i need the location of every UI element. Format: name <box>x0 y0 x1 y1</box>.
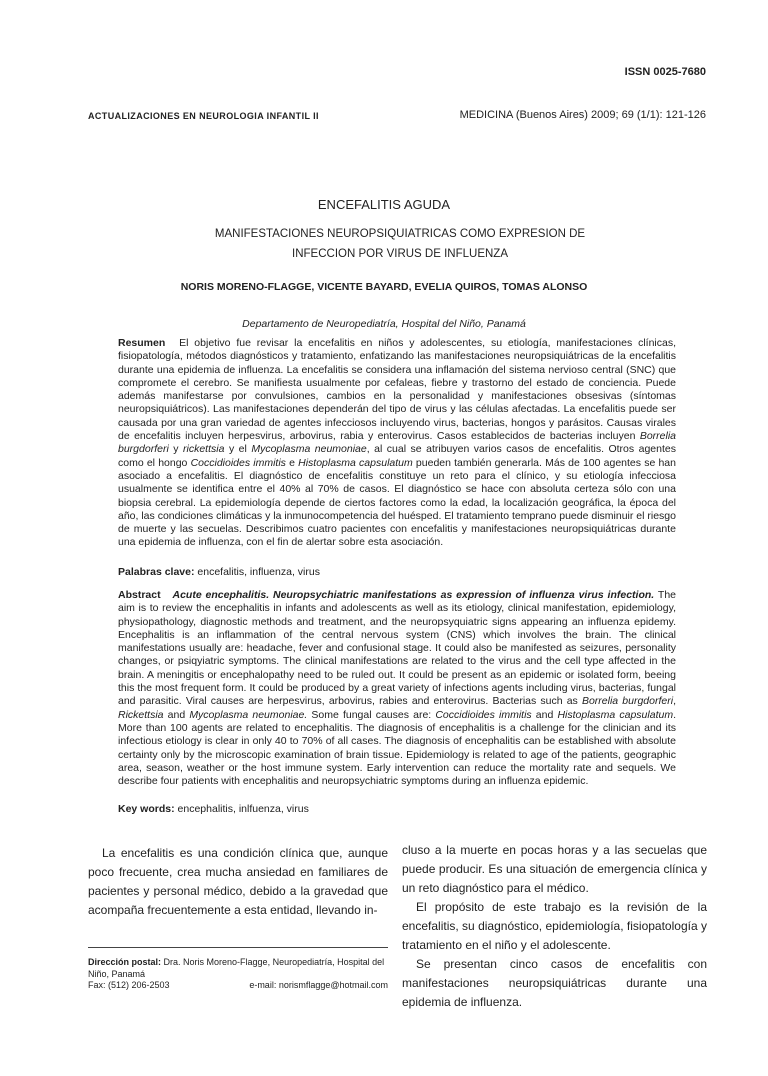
department: Departamento de Neuropediatría, Hospital del Niño, Panamá <box>242 318 526 330</box>
journal-citation: MEDICINA (Buenos Aires) 2009; 69 (1/1): 121-126 <box>459 109 706 121</box>
abstract-en-text: . More than 100 agents are related to encephalitis. The diagnosis of encephalitis is a challenge for the clinician and its infectious etiology is clear in only 40 to 70% of all cases. The diagnosis of encephalitis can be established with absolute certainty only by the microscopic examination of brain tissue. Epidemiology is related to age of the patients, geographic area, season, weather or the host immune system. Early intervention can reduce the mortality rate and sequels. We describe four patients with encephalitis and neuropsychiatric symptoms during an influenza epidemic. <box>118 708 676 788</box>
series-title: ACTUALIZACIONES EN NEUROLOGIA INFANTIL II <box>88 111 319 121</box>
resumen-text: , al cual se atribuyen varios casos de encefalitis. Otros agentes como el hongo <box>118 443 676 469</box>
resumen-italic: Mycoplasma neumoniae <box>251 443 367 456</box>
subtitle-line-1: MANIFESTACIONES NEUROPSIQUIATRICAS COMO EXPRESION DE <box>214 228 586 240</box>
abstract-en-text: Some fungal causes are: <box>307 708 436 721</box>
abstract-en-text: and <box>531 708 558 721</box>
keywords-es-value: encefalitis, influenza, virus <box>197 566 320 578</box>
body-column-right <box>402 841 707 1012</box>
abstract-en-italic: Coccidioides immitis <box>435 708 532 721</box>
resumen-text: e <box>285 456 299 469</box>
resumen-italic: Histoplasma capsulatum <box>298 456 413 469</box>
footnote-address-line <box>88 957 388 980</box>
abstract-en-label: Abstract <box>118 589 161 601</box>
resumen-paragraph <box>118 337 676 550</box>
resumen-text: El objetivo fue revisar la encefalitis en niños y adolescentes, su etiología, manifestaciones clínicas, fisiopatología, métodos diagnósticos y tratamiento, enfatizando las manifestaciones neuropsiquiátricas de la encefalitis durante una epidemia de influenza. La encefalitis se considera una inflamación del sistema nervioso central (SNC) que compromete el cerebro. Se manifiesta usualmente por cefaleas, fiebre y trastorno del estado de conciencia. Puede además manifestarse por convulsiones, cambios en la personalidad y manifestaciones obsesivas (síntomas neuropsiquiátricos). Las manifestaciones dependerán del tipo de virus y las células afectadas. La encefalitis puede ser causada por una gran variedad de agentes infecciosos incluyendo virus, bacterias, hongos y parásitos. Causas virales de encefalitis incluyen herpesvirus, arbovirus, rabia y enterovirus. Casos establecidos de bacterias incluyen <box>118 337 677 443</box>
footnote-contact-row <box>88 980 388 992</box>
body-paragraph: El propósito de este trabajo es la revisión de la encefalitis, su diagnóstico, epidemiología, fisiopatología y tratamiento en el niño y el adolescente. <box>402 900 707 952</box>
body-column-left <box>88 844 388 920</box>
abstract-en-italic: Rickettsia <box>118 708 164 721</box>
footnote-address: Dra. Noris Moreno-Flagge, Neuropediatría, Hospital del Niño, Panamá <box>88 957 385 979</box>
body-paragraph: Se presentan cinco casos de encefalitis con manifestaciones neuropsiquiátricas durante una epidemia de influenza. <box>402 957 707 1009</box>
footnote <box>88 957 388 992</box>
keywords-es-label: Palabras clave: <box>118 566 195 578</box>
keywords-en <box>118 803 309 815</box>
abstract-en-italic: Borrelia burgdorferi <box>581 695 674 708</box>
keywords-en-value: encephalitis, inlfuenza, virus <box>177 803 309 815</box>
resumen-label: Resumen <box>118 337 166 349</box>
authors: NORIS MORENO-FLAGGE, VICENTE BAYARD, EVELIA QUIROS, TOMAS ALONSO <box>180 281 588 293</box>
keywords-en-label: Key words: <box>118 803 175 815</box>
abstract-en-text: and <box>163 708 190 721</box>
resumen-italic: rickettsia <box>183 443 225 456</box>
resumen-italic: Borrelia burgdorferi <box>118 430 676 456</box>
abstract-en-italic: Histoplasma capsulatum <box>557 708 674 721</box>
footnote-email: e-mail: norismflagge@hotmail.com <box>249 980 388 990</box>
abstract-en-paragraph <box>118 589 676 788</box>
abstract-en-title: Acute encephalitis. Neuropsychiatric manifestations as expression of influenza virus infection. <box>172 589 655 601</box>
footnote-fax: Fax: (512) 206-2503 <box>88 980 170 990</box>
issn: ISSN 0025-7680 <box>624 66 706 78</box>
article-title: ENCEFALITIS AGUDA <box>317 197 451 212</box>
abstract-en-italic: Mycoplasma neumoniae. <box>189 708 308 721</box>
resumen-italic: Coccidioides immitis <box>190 456 286 469</box>
resumen-text: pueden también generarla. Más de 100 agentes se han asociado a encefalitis. El diagnóstico de encefalitis constituye un reto para el clínico, y su etiología infecciosa usualmente se identifica entre el 40% al 70% de casos. El diagnóstico se hace con absoluta certeza sólo con una biopsia cerebral. La epidemiología depende de ciertos factores como la edad, la localización geográfica, la época del año, las condiciones climáticas y la inmunocompetencia del huésped. El tratamiento temprano puede disminuir el riesgo de muerte y las secuelas. Describimos cuatro pacientes con encefalitis y manifestaciones neuropsiquiátricas durante una epidemia de influenza, con el fin de alertar sobre esta asociación. <box>118 456 676 549</box>
footnote-divider <box>88 947 388 948</box>
body-paragraph: La encefalitis es una condición clínica que, aunque poco frecuente, crea mucha ansiedad en familiares de pacientes y personal médico, debido a la gravedad que acompaña frecuentemente a esta entidad, llevando in- <box>88 846 388 917</box>
abstract-en-text: The aim is to review the encephalitis in infants and adolescents as well as its etiology, clinical manifestation, epidemiology, physiopathology, diagnostic methods and treatment, and the neuropsyquiatric signs appearing an influenza epidemy. Encephalitis is an inflammation of the central nervous system (CNS) which involves the brain. The clinical manifestations usually are: headache, fever and confusional stage. It could also be manifested as seizures, personality changes, or psiqyiatric symptoms. The clinical manifestations are related to the virus and the cell type affected in the brain. A meningitis or encephalopathy need to be ruled out. It could be present as an epidemic or isolated form, beeing this the most frequent form. It could be produced by a great variety of infections agents including virus, bacterias, fungal and parasitic. Viral causes are herpesvirus, arbovirus, rabies and enterovirus. Bacterias such as <box>118 589 677 708</box>
subtitle-line-2: INFECCION POR VIRUS DE INFLUENZA <box>292 248 508 260</box>
keywords-es <box>118 566 320 578</box>
resumen-text: y el <box>224 443 252 456</box>
body-paragraph: cluso a la muerte en pocas horas y a las secuelas que puede producir. Es una situación de emergencia clínica y un reto diagnóstico para el médico. <box>402 843 707 895</box>
footnote-label: Dirección postal: <box>88 957 162 967</box>
abstract-en-text: , <box>673 695 676 708</box>
resumen-text: y <box>168 443 184 456</box>
article-subtitle <box>170 224 630 264</box>
